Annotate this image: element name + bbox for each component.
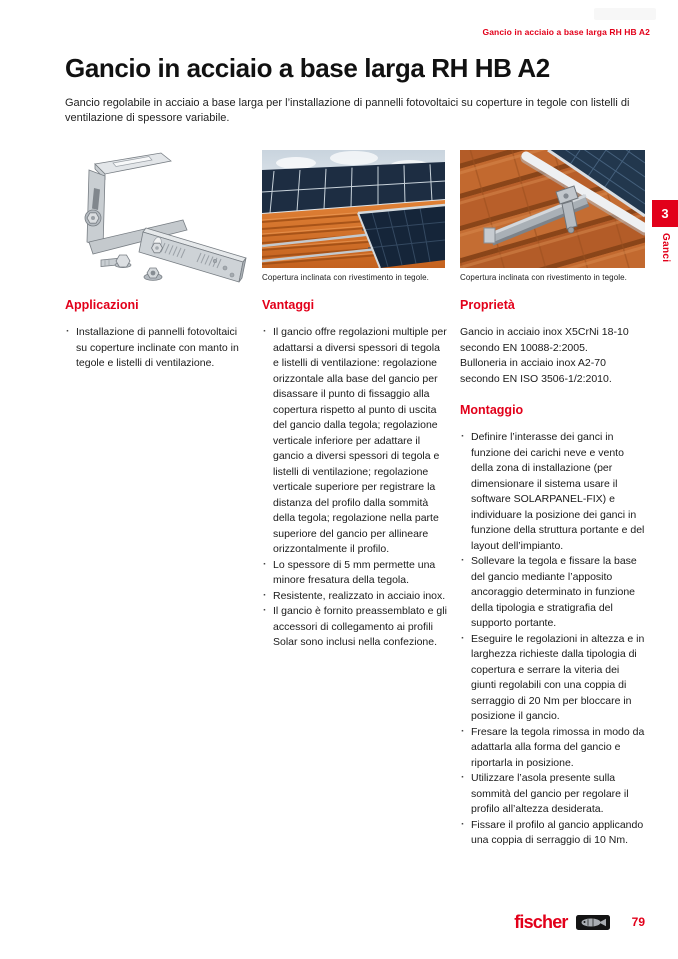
intro-text: Gancio regolabile in acciaio a base larga per l’installazione di pannelli fotovoltaici su coperture in tegole con listelli di ventilazione di spessore variabile. [65,97,630,124]
bullet-item: · Fresare la tegola rimossa in modo da adattarla alla forma del gancio e riportarla in posizione. [460,725,646,772]
running-header: Gancio in acciaio a base larga RH HB A2 [482,27,650,37]
figure-caption: Copertura inclinata con rivestimento in tegole. [460,273,628,282]
bullet-item: · Resistente, realizzato in acciaio inox. [262,589,448,605]
fischer-fish-logo-icon [576,915,610,930]
section-heading-vantaggi: Vantaggi [262,298,315,312]
montaggio-bullet-list [460,430,646,849]
bullet-item: · Fissare il profilo al gancio applicando una coppia di serraggio di 10 Nm. [460,818,646,849]
applicazioni-bullet-list [65,325,247,372]
bullet-item: · Il gancio offre regolazioni multiple per adattarsi a diversi spessori di tegola e listelli di ventilazione: regolazione orizzontale alla base del gancio per disassare il punto di fissaggio alla copertura rispetto al punto di uscita del gancio dalla tegola; regolazione verticale inferiore per adattare il gancio a diversi spessori di tegola e listelli di ventilazione; regolazione verticale superiore per registrare la distanza del profilo dalla sommità della tegola; regolazione nella parte superiore del gancio per allineare orizzontalmente il profilo. [262,325,448,558]
section-heading-proprieta: Proprietà [460,298,515,312]
page-footer [514,911,645,933]
page-number: 79 [631,915,645,929]
bullet-item: · Utilizzare l’asola presente sulla sommità del gancio per regolare il profilo all’altezza desiderata. [460,771,646,818]
header-smudge [594,8,656,20]
figure-product [65,148,250,288]
bullet-item: · Installazione di pannelli fotovoltaici su coperture inclinate con manto in tegole e listelli di ventilazione. [65,325,247,372]
chapter-tab-number[interactable]: 3 [652,200,678,227]
product-image [65,148,250,288]
proprieta-text [460,325,646,387]
page-title: Gancio in acciaio a base larga RH HB A2 [65,53,550,83]
chapter-tab-label: Ganci [660,233,671,263]
bullet-item: · Eseguire le regolazioni in altezza e in larghezza richieste dalla tipologia di copertura e serrare la viteria dei giunti regolabili con una coppia di serraggio di 20 Nm per bloccare in posizione il gancio. [460,632,646,725]
bullet-item: · Sollevare la tegola e fissare la base del gancio mediante l’apposito ancoraggio determinato in funzione della tipologia e stratigrafia del supporto portante. [460,554,646,632]
roof-panels-image [262,150,445,268]
hook-detail-image [460,150,645,268]
proprieta-paragraph: Bulloneria in acciaio inox A2-70 secondo EN ISO 3506-1/2:2010. [460,357,612,385]
vantaggi-bullet-list [262,325,448,651]
bullet-item: · Lo spessore di 5 mm permette una minore fresatura della tegola. [262,558,448,589]
figure-hook-detail [460,150,645,282]
bullet-item: · Il gancio è fornito preassemblato e gli accessori di collegamento ai profili Solar sono inclusi nella confezione. [262,604,448,651]
bullet-item: · Definire l’interasse dei ganci in funzione dei carichi neve e vento della zona di installazione (per dimensionare il sistema usare il software SOLARPANEL-FIX) e individuare la posizione dei ganci in funzione della struttura portante e del layout dell’impianto. [460,430,646,554]
fischer-wordmark: fischer [514,911,568,932]
section-applicazioni [65,298,247,372]
section-proprieta-montaggio [460,298,646,849]
figure-caption: Copertura inclinata con rivestimento in tegole. [262,273,430,282]
section-heading-applicazioni: Applicazioni [65,298,139,312]
section-vantaggi [262,298,448,651]
figure-roof-overview [262,150,445,282]
proprieta-paragraph: Gancio in acciaio inox X5CrNi 18-10 secondo EN 10088-2:2005. [460,326,629,354]
section-heading-montaggio: Montaggio [460,403,524,417]
